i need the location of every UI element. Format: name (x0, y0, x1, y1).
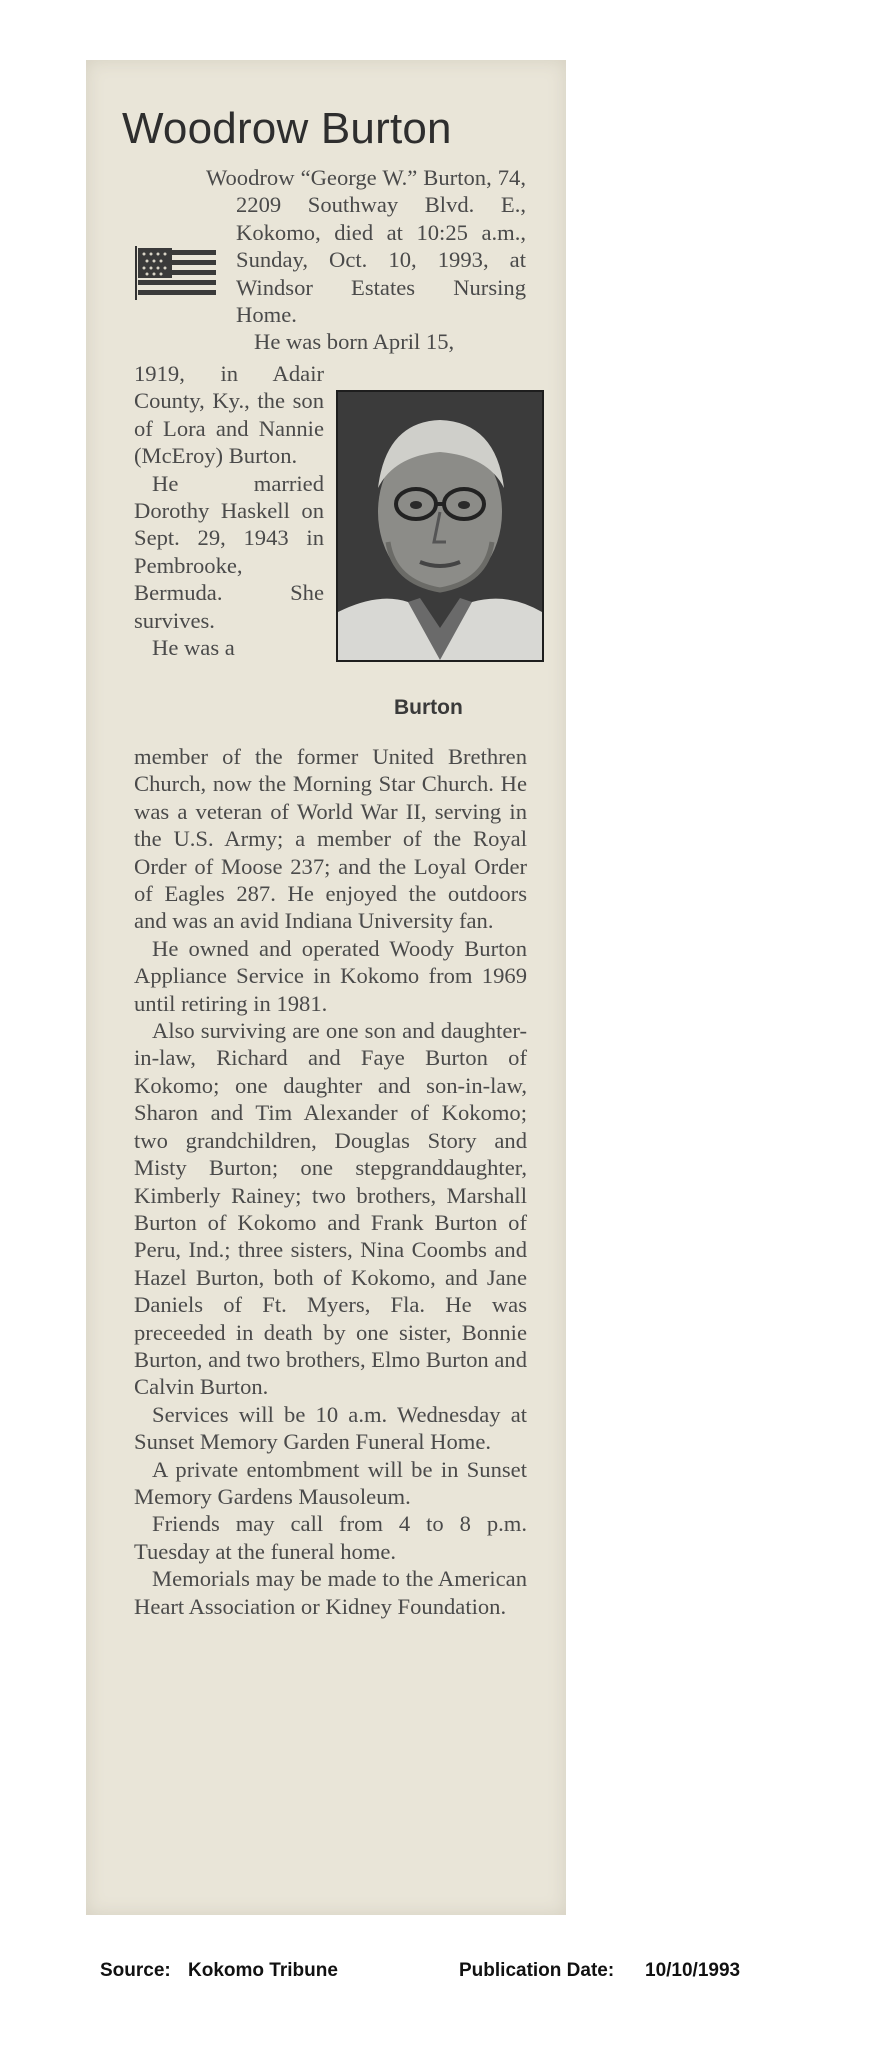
photo-caption: Burton (394, 696, 463, 719)
business-paragraph: He owned and operated Woody Burton Appliance Service in Kokomo from 1969 until retiring in 1981. (134, 935, 527, 1016)
publication-date-value: 10/10/1993 (645, 1960, 741, 1981)
services-paragraph: Services will be 10 a.m. Wednesday at Sunset Memory Garden Funeral Home. (134, 1401, 527, 1455)
survivors-paragraph: Also surviving are one son and daughter-in-law, Richard and Faye Burton of Kokomo; one daughter and son-in-law, Sharon and Tim Alexander of Kokomo; two grandchildren, Douglas Story and Misty Burton; one stepgranddaughter, Kimberly Rainey; two brothers, Marshall Burton of Kokomo and Frank Burton of Peru, Ind.; three sisters, Nina Coombs and Hazel Burton, both of Kokomo, and Jane Daniels of Ft. Myers, Fla. He was preceeded in death by one sister, Bonnie Burton, and two brothers, Elmo Burton and Calvin Burton. (134, 1018, 527, 1400)
memorials-paragraph: Memorials may be made to the American Heart Association or Kidney Foundation. (134, 1566, 527, 1619)
newspaper-clipping (86, 60, 566, 1915)
narrow-column (134, 360, 324, 661)
born-lead-paragraph: He was born April 15, (254, 329, 455, 355)
obituary-headline: Woodrow Burton (122, 104, 452, 153)
portrait-photo (336, 390, 544, 662)
friends-paragraph: Friends may call from 4 to 8 p.m. Tuesday at the funeral home. (134, 1511, 527, 1564)
publication-date-label: Publication Date: (459, 1960, 615, 1981)
main-column (134, 743, 527, 1620)
member-lead-paragraph: He was a (152, 635, 235, 661)
married-paragraph: He married Dorothy Haskell on Sept. 29, 1943 in Pembrooke, Bermuda. She survives. (134, 470, 324, 633)
portrait-drawing (338, 392, 542, 660)
born-paragraph: 1919, in Adair County, Ky., the son of Lora and Nannie (McEroy) Burton. (134, 361, 324, 469)
us-flag-icon (134, 244, 220, 302)
entombment-paragraph: A private entombment will be in Sunset Memory Gardens Mausoleum. (134, 1456, 527, 1509)
intro-block (206, 164, 526, 356)
member-paragraph: member of the former United Brethren Church, now the Morning Star Church. He was a veteran of World War II, serving in the U.S. Army; a member of the Royal Order of Moose 237; and the Loyal Order of Eagles 287. He enjoyed the outdoors and was an avid Indiana University fan. (134, 744, 527, 934)
source-value: Kokomo Tribune (188, 1960, 338, 1981)
intro-paragraph: Woodrow “George W.” Burton, 74, 2209 Southway Blvd. E., Kokomo, died at 10:25 a.m., Sunday, Oct. 10, 1993, at Windsor Estates Nursing Home. (206, 165, 526, 328)
source-label: Source: (100, 1960, 171, 1981)
